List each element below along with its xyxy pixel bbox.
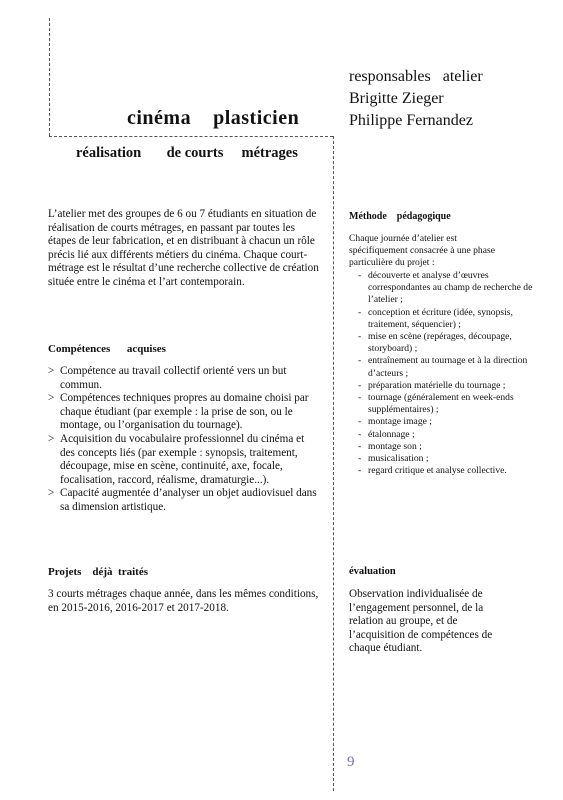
list-item: - préparation matérielle du tournage ;: [349, 380, 533, 392]
header-dashed-rule: [49, 136, 333, 137]
responsables-label: responsables atelier: [349, 68, 483, 85]
responsables-block: [349, 66, 483, 132]
list-item: - étalonnage ;: [349, 429, 533, 441]
center-dashed-divider: [333, 136, 334, 791]
list-item: - montage image ;: [349, 416, 533, 428]
list-item: > Compétence au travail collectif orienté vers un but commun.: [48, 365, 320, 392]
methode-intro: Chaque journée d’atelier est spécifiquement consacrée à une phase particulière du projet :: [349, 233, 495, 269]
evaluation-heading: évaluation: [349, 566, 396, 577]
list-item: - conception et écriture (idée, synopsis, traitement, séquencier) ;: [349, 307, 533, 331]
responsable-name: Philippe Fernandez: [349, 112, 473, 129]
list-item: > Capacité augmentée d’analyser un objet audiovisuel dans sa dimension artistique.: [48, 487, 320, 514]
top-left-dashed-rule: [49, 18, 50, 136]
page-subtitle: réalisation de courts métrages: [76, 145, 298, 161]
list-item: > Compétences techniques propres au domaine choisi par chaque étudiant (par exemple : la prise de son, ou le montage, ou l’organisation du tournage).: [48, 392, 320, 433]
methode-heading: Méthode pédagogique: [349, 211, 451, 222]
list-item: > Acquisition du vocabulaire professionnel du cinéma et des concepts liés (par exemple : synopsis, traitement, découpage, mise en scène, continuité, axe, focale, focalisation, raccord, réalisme, dramaturgie...).: [48, 433, 320, 487]
list-item: - musicalisation ;: [349, 453, 533, 465]
responsable-name: Brigitte Zieger: [349, 90, 444, 107]
evaluation-paragraph: Observation individualisée de l’engagement personnel, de la relation au groupe, et de l’acquisition de compétences de chaque étudiant.: [349, 588, 493, 655]
methode-list: [349, 270, 533, 477]
list-item: - regard critique et analyse collective.: [349, 465, 533, 477]
list-item: - entraînement au tournage et à la direction d’acteurs ;: [349, 355, 533, 379]
page-number: 9: [347, 754, 355, 770]
competences-heading: Compétences acquises: [48, 343, 166, 355]
page-title: cinéma plasticien: [127, 107, 300, 129]
list-item: - découverte et analyse d’œuvres correspondantes au champ de recherche de l’atelier ;: [349, 270, 533, 307]
projets-heading: Projets déjà traités: [48, 566, 148, 578]
intro-paragraph: L’atelier met des groupes de 6 ou 7 étudiants en situation de réalisation de courts métrages, en passant par toutes les étapes de leur fabrication, et en distribuant à chacun un rôle précis lié aux différents métiers du cinéma. Chaque court-métrage est le résultat d’une recherche collective de création située entre le cinéma et l’art contemporain.: [48, 208, 319, 288]
competences-list: [48, 365, 320, 515]
list-item: - montage son ;: [349, 441, 533, 453]
projets-paragraph: 3 courts métrages chaque année, dans les mêmes conditions, en 2015-2016, 2016-2017 et 2017-2018.: [48, 588, 319, 614]
list-item: - mise en scène (repérages, découpage, storyboard) ;: [349, 331, 533, 355]
list-item: - tournage (généralement en week-ends supplémentaires) ;: [349, 392, 533, 416]
